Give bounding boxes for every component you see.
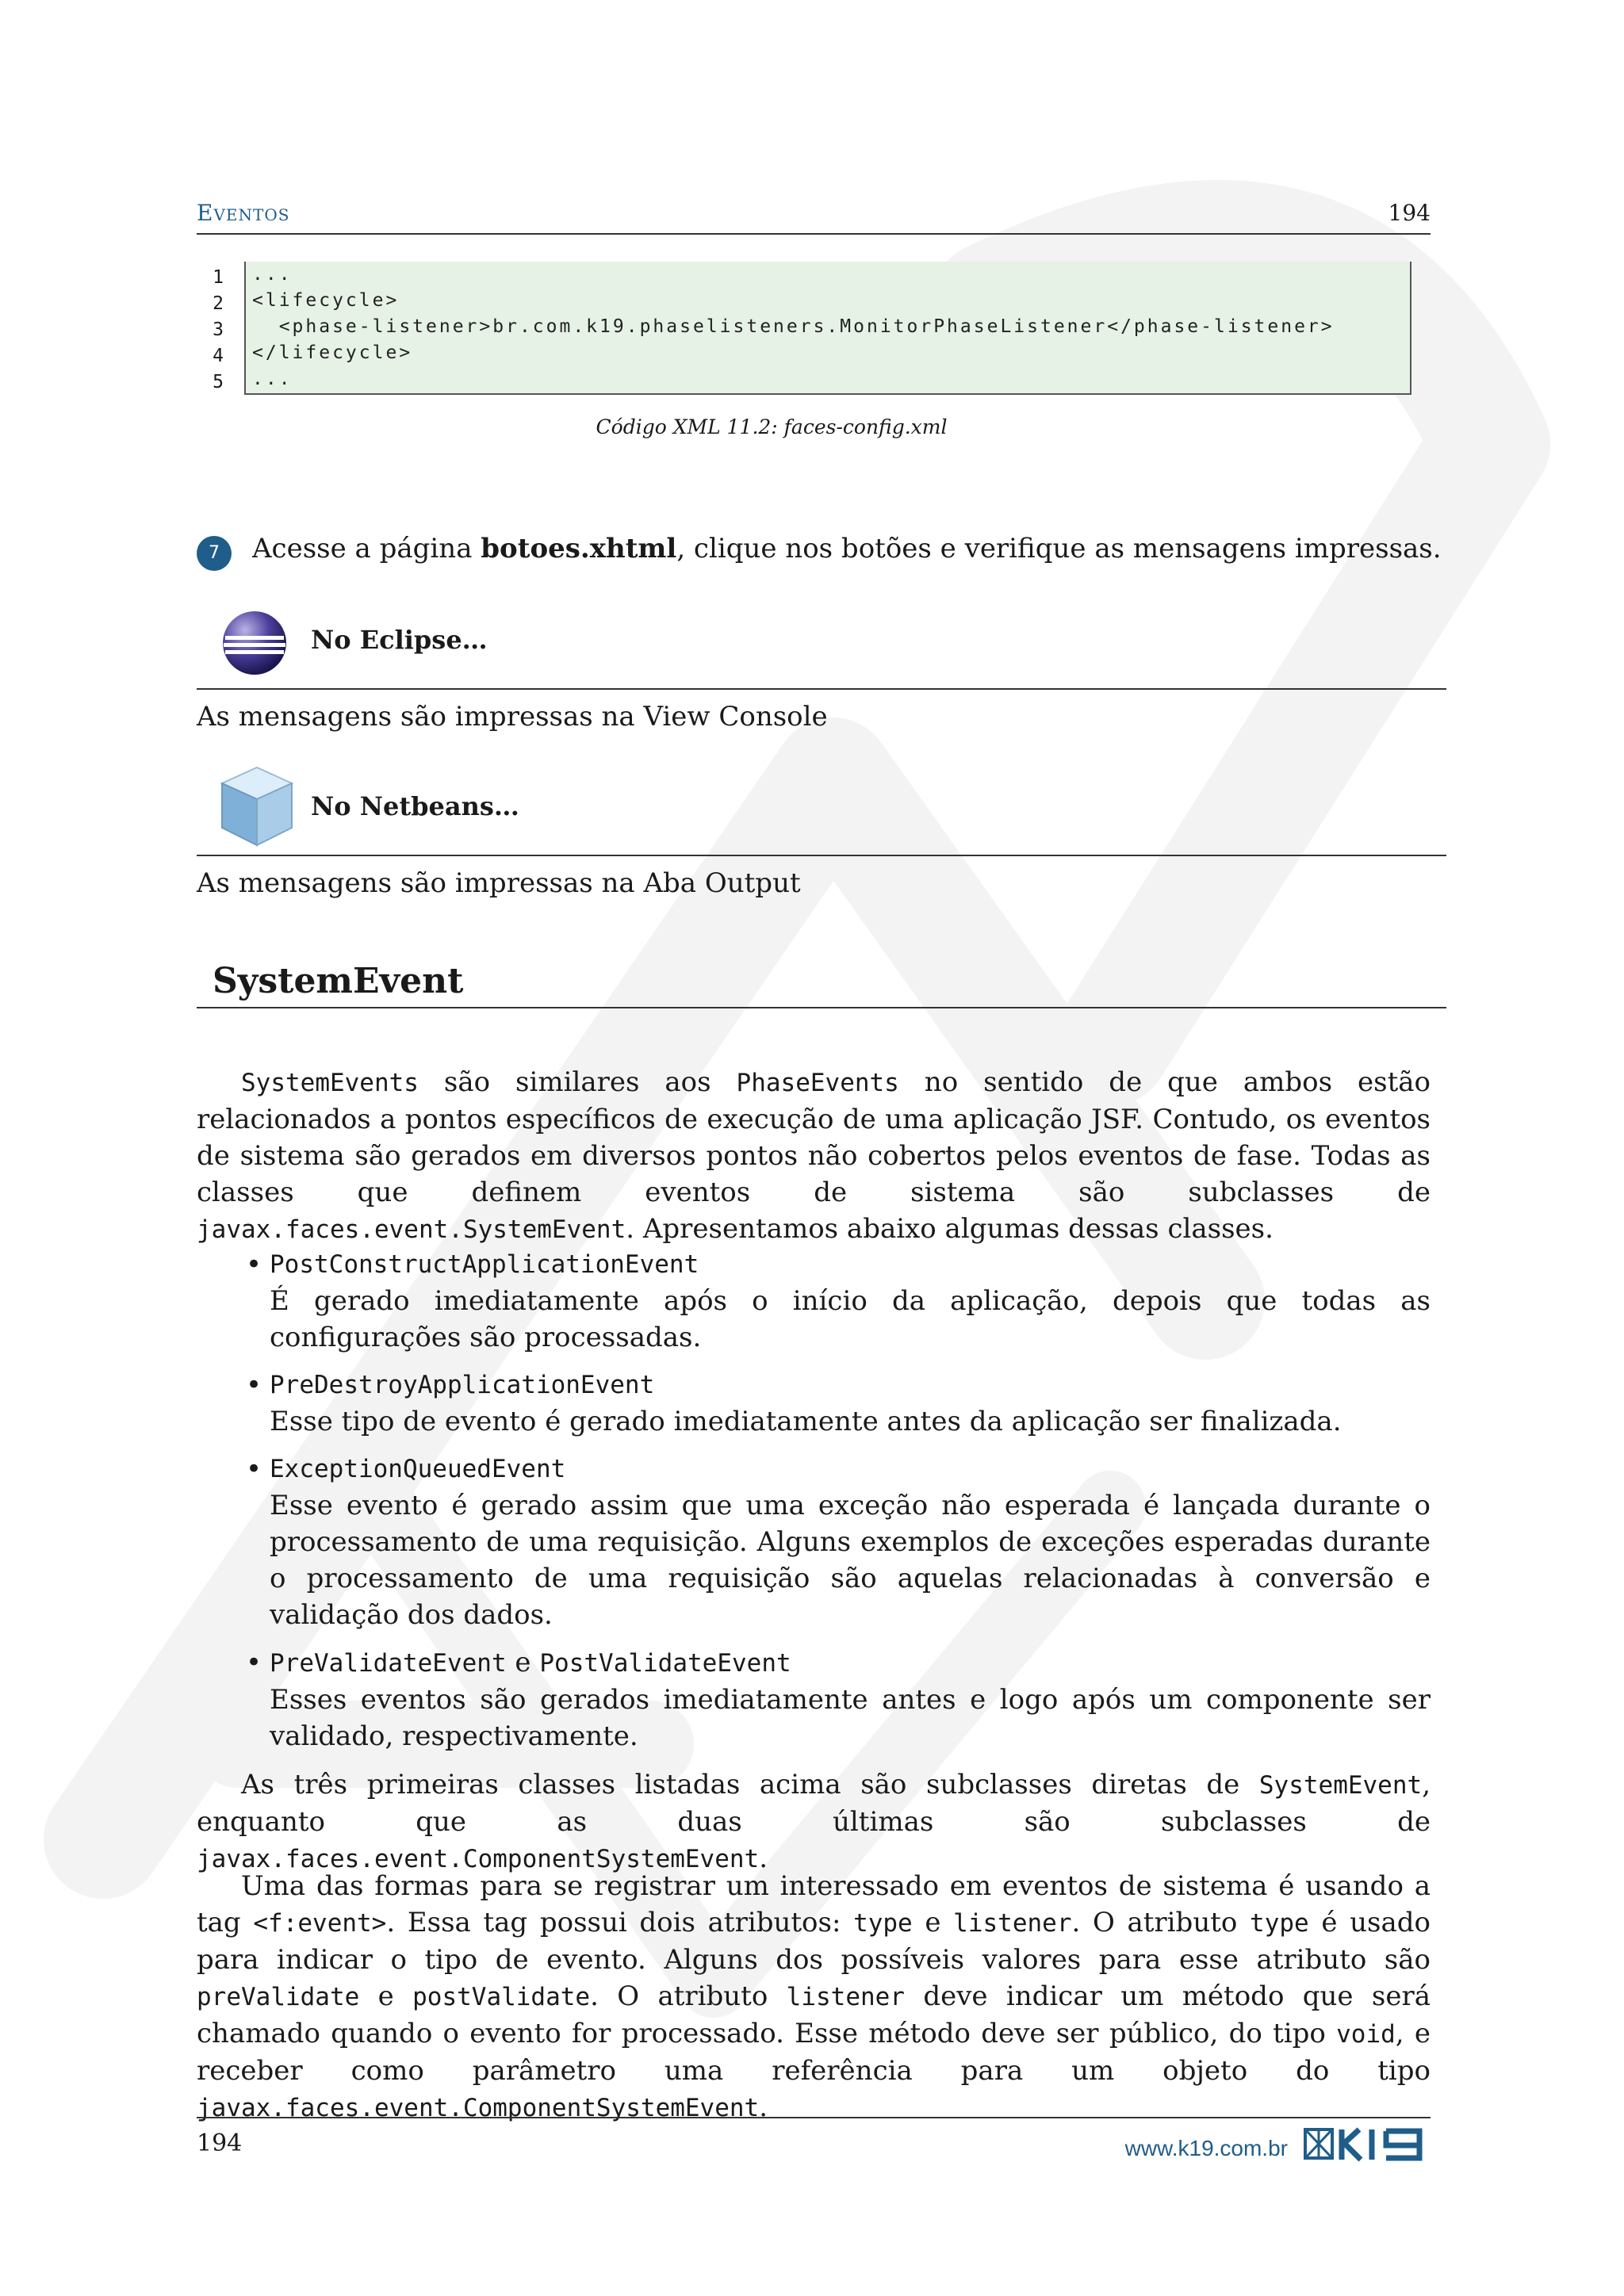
line-number: 4 [213,346,224,366]
step-text: Acesse a página botoes.xhtml, clique nos botões e verifique as mensagens impressas. [252,533,1442,564]
class-name: PreValidateEvent e PostValidateEvent [270,1647,791,1678]
footer-url-link[interactable]: www.k19.com.br [1124,2136,1288,2160]
event-tag-paragraph: Uma das formas para se registrar um interessado em eventos de sistema é usando a tag <f:event>. Essa tag possui dois atributos: type e listener. O atributo type é usado para indicar o tipo de evento. Alguns dos possíveis valores para esse atributo são preValidate e postValidate. O atributo listener deve indicar um método que será chamado quando o evento for processado. Esse método deve ser público, do tipo void, e receber como parâmetro uma referência para um objeto do tipo javax.faces.event.ComponentSystemEvent. [197,1870,1431,2123]
page-footer [197,2117,1431,2166]
netbeans-title: No Netbeans… [311,791,519,821]
footer-page-number: 194 [197,2130,243,2157]
section-title: SystemEvent [213,961,464,1001]
k19-logo [1304,2126,1431,2163]
event-class-list [238,1246,1431,1755]
code-caption: Código XML 11.2: faces-config.xml [596,415,948,438]
list-item: • PostConstructApplicationEvent É gerado imediatamente após o início da aplicação, depois que todas as configurações são processadas. [238,1246,1431,1356]
page-header [197,197,1431,235]
list-item: • ExceptionQueuedEvent Esse evento é gerado assim que uma exceção não esperada é lançada durante o processamento de uma requisição. Alguns exemplos de exceções esperadas durante o processamento de uma requisição são aquelas relacionadas à conversão e validação dos dados. [238,1451,1431,1633]
code-line: ... [252,264,293,285]
netbeans-box [197,761,1446,856]
class-name: PreDestroyApplicationEvent [270,1371,655,1399]
line-number: 2 [213,293,224,314]
chapter-title: Eventos [197,200,290,226]
netbeans-icon [216,763,298,850]
section-header [197,959,1446,1008]
class-name: ExceptionQueuedEvent [270,1455,566,1483]
intro-paragraph: SystemEvents são similares aos PhaseEvents no sentido de que ambos estão relacionados a pontos específicos de execução de uma aplicação JSF. Contudo, os eventos de sistema são gerados em diversos pontos não cobertos pelos eventos de fase. Todas as classes que definem eventos de sistema são subclasses de javax.faces.event.SystemEvent. Apresentamos abaixo algumas dessas classes. [197,1066,1431,1245]
list-item: • PreValidateEvent e PostValidateEvent Esses eventos são gerados imediatamente antes e logo após um componente ser validado, respectivamente. [238,1644,1431,1755]
list-item: • PreDestroyApplicationEvent Esse tipo de evento é gerado imediatamente antes da aplicação ser finalizada. [238,1367,1431,1440]
step-number-badge: 7 [197,536,232,571]
line-number: 3 [213,320,224,340]
netbeans-text: As mensagens são impressas na Aba Output [197,867,801,899]
code-line: </lifecycle> [252,342,413,363]
header-page-number: 194 [1388,200,1431,226]
eclipse-text: As mensagens são impressas na View Console [197,701,828,733]
code-listing [197,262,1410,396]
class-description: É gerado imediatamente após o início da aplicação, depois que todas as configurações são processadas. [270,1285,1431,1353]
line-number: 5 [213,372,224,392]
code-line-numbers [197,265,224,396]
subclass-paragraph: As três primeiras classes listadas acima são subclasses diretas de SystemEvent, enquanto que as duas últimas são subclasses de javax.faces.event.ComponentSystemEvent. [197,1769,1431,1874]
eclipse-icon [219,607,290,679]
class-description: Esse tipo de evento é gerado imediatamente antes da aplicação ser finalizada. [270,1406,1342,1437]
class-name: PostConstructApplicationEvent [270,1250,699,1279]
code-line: <lifecycle> [252,290,400,311]
file-name: botoes.xhtml [481,533,677,564]
code-line: ... [252,369,293,389]
class-description: Esse evento é gerado assim que uma exceção não esperada é lançada durante o processamento de uma requisição. Alguns exemplos de exceções esperadas durante o processamento de uma requisição são aquelas relacionadas à conversão e validação dos dados. [270,1490,1431,1631]
eclipse-box [197,603,1446,690]
code-line: <phase-listener>br.com.k19.phaselisteners.MonitorPhaseListener</phase-listener> [252,316,1335,337]
class-description: Esses eventos são gerados imediatamente antes e logo após um componente ser validado, respectivamente. [270,1684,1431,1752]
eclipse-title: No Eclipse… [311,625,488,655]
code-box [244,262,1411,395]
line-number: 1 [213,267,224,288]
